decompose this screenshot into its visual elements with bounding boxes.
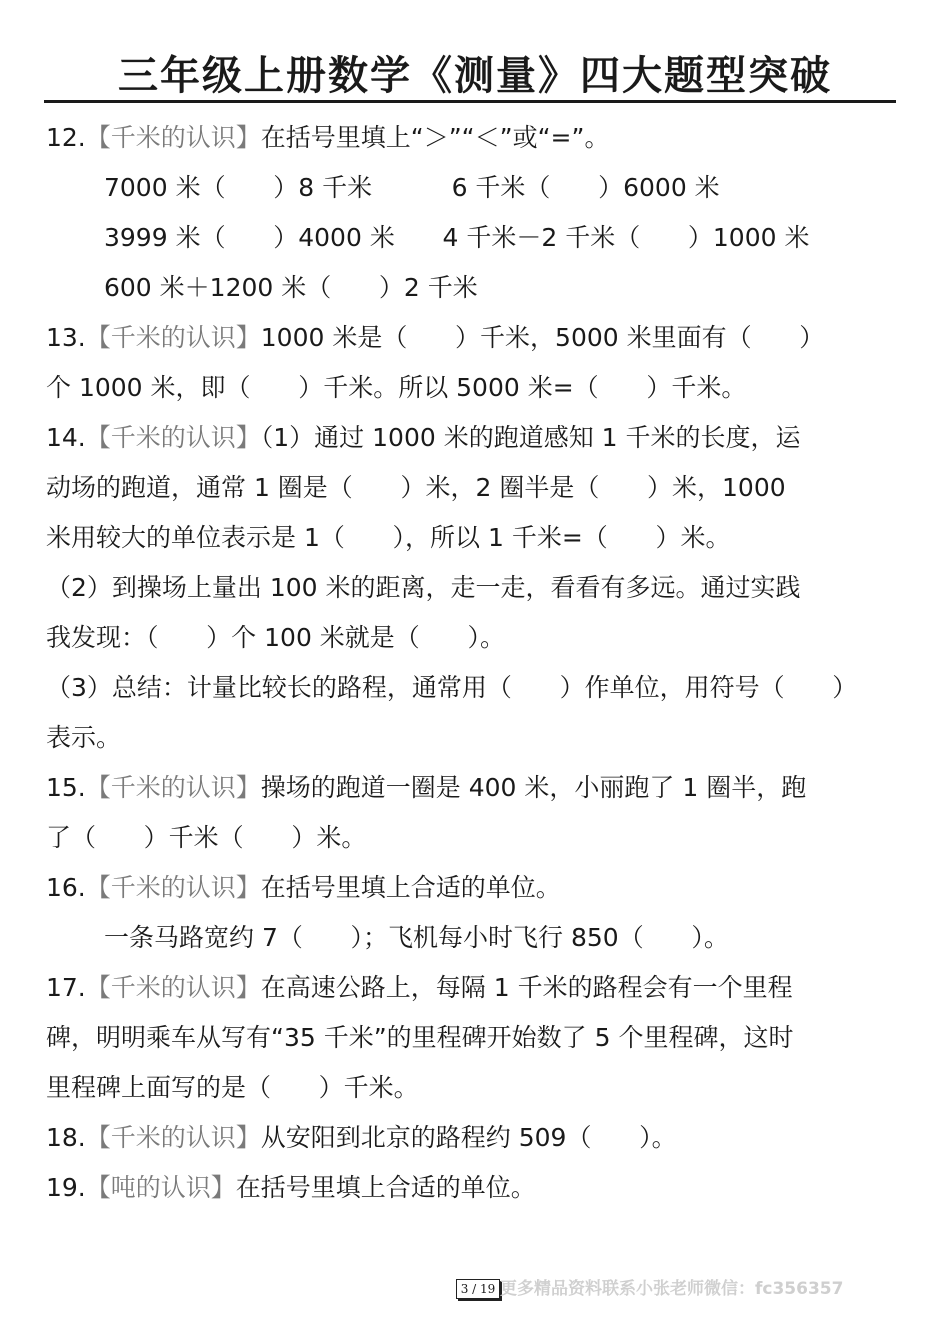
title-underline (44, 100, 896, 103)
question-14-part-3-line-2: 表示。 (46, 723, 122, 752)
question-13-heading (46, 320, 926, 356)
question-text: 在括号里填上合适的单位。 (235, 1173, 536, 1202)
question-15-line-2: 了（ ）千米（ ）米。 (46, 823, 367, 852)
question-14-part-2: （2）到操场上量出 100 米的距离，走一走，看看有多远。通过实践 (46, 573, 801, 602)
question-16-row-1: 一条马路宽约 7（ ）；飞机每小时飞行 850（ ）。 (104, 923, 729, 952)
question-number: 17. (46, 973, 86, 1002)
page-title: 三年级上册数学《测量》四大题型突破 (118, 53, 832, 99)
watermark: 更多精品资料联系小张老师微信：fc356357 (500, 1279, 844, 1299)
question-12-row-1: 7000 米（ ）8 千米 6 千米（ ）6000 米 (104, 173, 720, 202)
question-number: 15. (46, 773, 86, 802)
question-number: 13. (46, 323, 86, 352)
question-17-heading (46, 970, 926, 1006)
question-14-heading (46, 420, 926, 456)
question-17-line-2: 碑，明明乘车从写有“35 千米”的里程碑开始数了 5 个里程碑，这时 (46, 1023, 794, 1052)
question-17-line-3: 里程碑上面写的是（ ）千米。 (46, 1073, 419, 1102)
question-text: 在括号里填上“＞”“＜”或“=”。 (260, 123, 610, 152)
topic-tag: 【吨的认识】 (85, 1173, 236, 1202)
question-text: 1000 米是（ ）千米，5000 米里面有（ ） (260, 323, 825, 352)
question-number: 12. (46, 123, 86, 152)
question-19-heading (46, 1170, 926, 1206)
topic-tag: 【千米的认识】 (85, 323, 261, 352)
topic-tag: 【千米的认识】 (85, 123, 261, 152)
question-text: （1）通过 1000 米的跑道感知 1 千米的长度，运 (260, 423, 801, 452)
topic-tag: 【千米的认识】 (85, 423, 261, 452)
question-13-line-2: 个 1000 米，即（ ）千米。所以 5000 米=（ ）千米。 (46, 373, 747, 402)
question-text: 在括号里填上合适的单位。 (260, 873, 561, 902)
question-16-heading (46, 870, 926, 906)
question-number: 19. (46, 1173, 86, 1202)
question-14-part-2-line-2: 我发现：（ ）个 100 米就是（ ）。 (46, 623, 505, 652)
topic-tag: 【千米的认识】 (85, 873, 261, 902)
question-number: 18. (46, 1123, 86, 1152)
page-footer (456, 1279, 926, 1301)
question-number: 14. (46, 423, 86, 452)
question-14-line-2: 动场的跑道，通常 1 圈是（ ）米，2 圈半是（ ）米，1000 (46, 473, 786, 502)
topic-tag: 【千米的认识】 (85, 973, 261, 1002)
question-text: 操场的跑道一圈是 400 米，小丽跑了 1 圈半，跑 (260, 773, 807, 802)
question-18-heading (46, 1120, 926, 1156)
question-14-part-3: （3）总结：计量比较长的路程，通常用（ ）作单位，用符号（ ） (46, 673, 858, 702)
question-15-heading (46, 770, 926, 806)
question-number: 16. (46, 873, 86, 902)
topic-tag: 【千米的认识】 (85, 1123, 261, 1152)
question-12-row-3: 600 米＋1200 米（ ）2 千米 (104, 273, 478, 302)
question-12-heading (46, 120, 926, 156)
page-number: 3 / 19 (456, 1279, 500, 1299)
question-text: 从安阳到北京的路程约 509（ ）。 (260, 1123, 677, 1152)
question-text: 在高速公路上，每隔 1 千米的路程会有一个里程 (260, 973, 793, 1002)
question-12-row-2: 3999 米（ ）4000 米 4 千米－2 千米（ ）1000 米 (104, 223, 810, 252)
topic-tag: 【千米的认识】 (85, 773, 261, 802)
question-14-line-3: 米用较大的单位表示是 1（ ），所以 1 千米=（ ）米。 (46, 523, 731, 552)
